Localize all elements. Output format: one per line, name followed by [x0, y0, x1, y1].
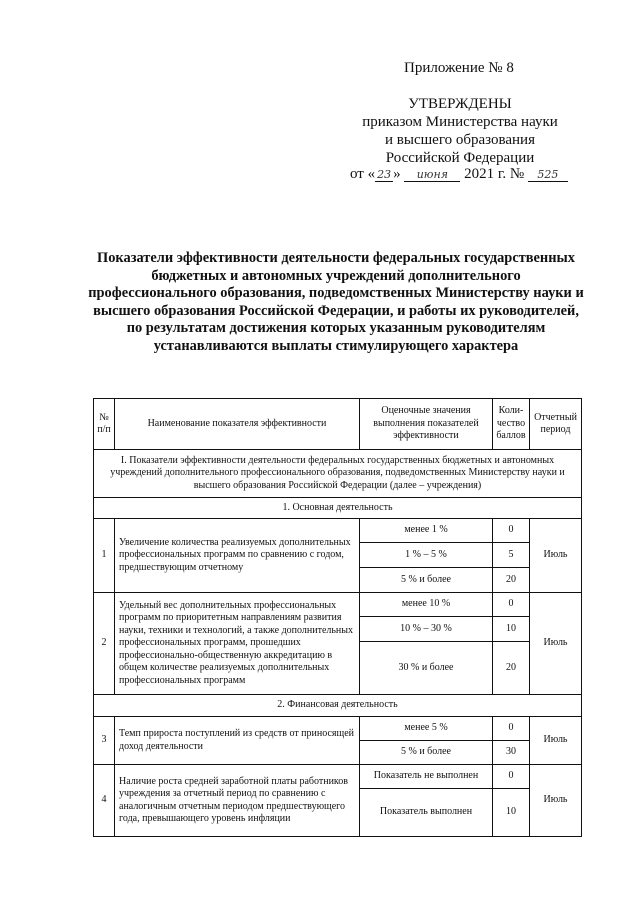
criterion-points: 5 [493, 543, 530, 568]
subsection-title: 2. Финансовая деятельность [94, 695, 582, 717]
subsection-row [94, 498, 582, 519]
order-number: 525 [528, 169, 568, 182]
header-values: Оценочные значения выполнения показателей эффективности [360, 399, 493, 450]
criterion-value: 10 % – 30 % [360, 617, 493, 642]
header-points: Коли-чество баллов [493, 399, 530, 450]
criterion-points: 0 [493, 765, 530, 789]
document-title: Показатели эффективности деятельности федеральных государственных бюджетных и автономных учреждений дополнительного профессионального образования, подведомственных Министерству науки и высшего образования Российской Федерации, и работы их руководителей, по результатам достижения которых указанным руководителям устанавливаются выплаты стимулирующего характера [88, 250, 584, 354]
appendix-label: Приложение № 8 [404, 60, 514, 76]
row-num: 4 [94, 765, 115, 837]
indicator-name: Темп прироста поступлений из средств от приносящей доход деятельности [115, 717, 360, 765]
approval-block [340, 95, 580, 167]
order-line-3: Российской Федерации [385, 150, 535, 166]
section-title: I. Показатели эффективности деятельности федеральных государственных бюджетных и автономных учреждений дополнительного профессионального образования, подведомственных Министерству науки и высшего образования Российской Федерации (далее – учреждения) [94, 450, 582, 498]
report-period: Июль [530, 717, 582, 765]
approved-label: УТВЕРЖДЕНЫ [408, 96, 512, 112]
criterion-points: 0 [493, 717, 530, 741]
table-row [94, 765, 582, 789]
order-line-2: и высшего образования [385, 132, 535, 148]
criterion-points: 0 [493, 593, 530, 617]
criterion-value: Показатель не выполнен [360, 765, 493, 789]
criterion-value: менее 10 % [360, 593, 493, 617]
row-num: 1 [94, 519, 115, 593]
criterion-points: 20 [493, 568, 530, 593]
indicators-table [93, 398, 582, 837]
report-period: Июль [530, 765, 582, 837]
criterion-points: 20 [493, 642, 530, 695]
header-name: Наименование показателя эффективности [115, 399, 360, 450]
subsection-title: 1. Основная деятельность [94, 498, 582, 519]
date-year: 2021 г. № [464, 166, 525, 182]
header-num: № п/п [94, 399, 115, 450]
table-row [94, 717, 582, 741]
row-num: 2 [94, 593, 115, 695]
criterion-value: 30 % и более [360, 642, 493, 695]
indicator-name: Наличие роста средней заработной платы работников учреждения за отчетный период по сравнению с аналогичным отчетным периодом предшествующего года, превышающего уровень инфляции [115, 765, 360, 837]
report-period: Июль [530, 593, 582, 695]
indicator-name: Увеличение количества реализуемых дополнительных профессиональных программ по сравнению с годом, предшествующим отчетному [115, 519, 360, 593]
report-period: Июль [530, 519, 582, 593]
date-month: июня [404, 169, 460, 182]
subsection-row [94, 695, 582, 717]
table-row [94, 519, 582, 543]
criterion-points: 10 [493, 617, 530, 642]
criterion-value: 5 % и более [360, 568, 493, 593]
criterion-value: Показатель выполнен [360, 789, 493, 837]
criterion-value: 1 % – 5 % [360, 543, 493, 568]
row-num: 3 [94, 717, 115, 765]
criterion-points: 0 [493, 519, 530, 543]
indicator-name: Удельный вес дополнительных профессиональных программ по приоритетным направлениям развития науки, техники и технологий, а также дополнительных профессиональных программ, прошедших профессионально-общественную аккредитацию в общем количестве реализуемых дополнительных профессиональных программ [115, 593, 360, 695]
date-mid: » [393, 166, 401, 182]
criterion-value: 5 % и более [360, 741, 493, 765]
date-prefix: от « [350, 166, 376, 182]
table-header-row [94, 399, 582, 450]
order-date-line [350, 166, 568, 183]
criterion-value: менее 1 % [360, 519, 493, 543]
criterion-points: 10 [493, 789, 530, 837]
criterion-points: 30 [493, 741, 530, 765]
order-line-1: приказом Министерства науки [362, 114, 558, 130]
table-row [94, 593, 582, 617]
header-period: Отчетный период [530, 399, 582, 450]
criterion-value: менее 5 % [360, 717, 493, 741]
date-day: 23 [377, 168, 392, 181]
section-row [94, 450, 582, 498]
